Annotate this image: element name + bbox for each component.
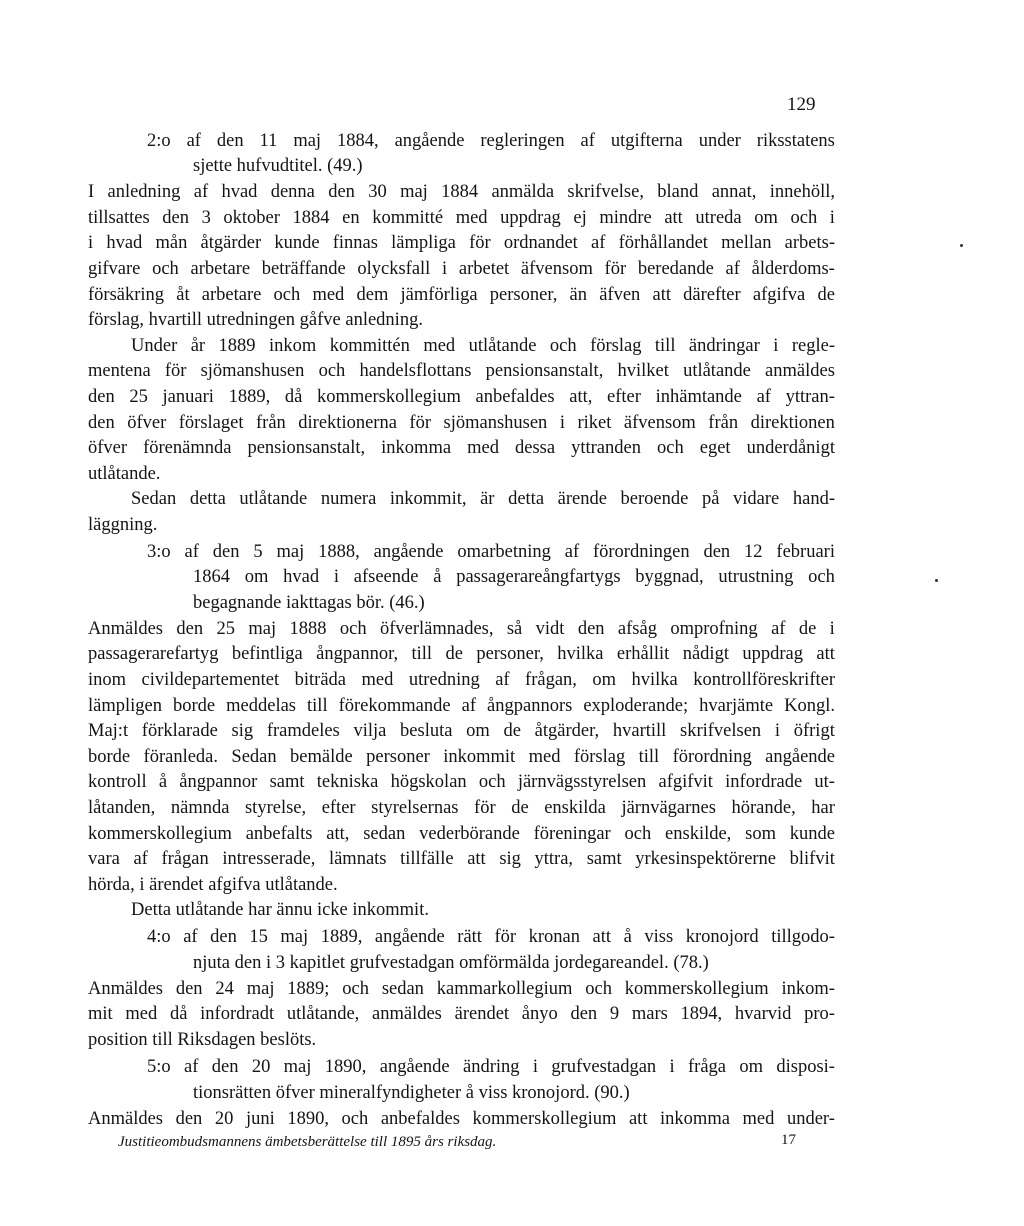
text-line: förslag, hvartill utredningen gåfve anledning. [88, 310, 423, 330]
text-line: Detta utlåtande har ännu icke inkommit. [131, 900, 429, 920]
text-line: Sedan detta utlåtande numera inkommit, är detta ärende beroende på vidare hand- [131, 489, 835, 509]
text-line: Under år 1889 inkom kommittén med utlåtande och förslag till ändringar i regle- [131, 336, 835, 356]
text-line: den 25 januari 1889, då kommerskollegium anbefaldes att, efter inhämtande af yttran- [88, 387, 835, 407]
text-line: i hvad mån åtgärder kunde finnas lämpliga för ordnandet af förhållandet mellan arbets- [88, 233, 835, 253]
text-line: öfver förenämnda pensionsanstalt, inkomma med dessa yttranden och eget underdånigt [88, 438, 835, 458]
text-line: gifvare och arbetare beträffande olycksfall i arbetet äfvensom för beredande af ålderdoms- [88, 259, 835, 279]
text-line: 3:o af den 5 maj 1888, angående omarbetning af förordningen den 12 februari [147, 542, 835, 562]
text-line: Anmäldes den 20 juni 1890, och anbefaldes kommerskollegium att inkomma med under- [88, 1109, 835, 1129]
text-line: tillsattes den 3 oktober 1884 en kommitté med uppdrag ej mindre att utreda om och i [88, 208, 835, 228]
text-line: 2:o af den 11 maj 1884, angående regleringen af utgifterna under riksstatens [147, 131, 835, 151]
text-line: sjette hufvudtitel. (49.) [193, 156, 363, 176]
text-line: lämpligen borde meddelas till förekommande af ångpannors exploderande; hvarjämte Kongl. [88, 696, 835, 716]
text-line: 4:o af den 15 maj 1889, angående rätt för kronan att å viss kronojord tillgodo- [147, 927, 835, 947]
footer-title: Justitieombudsmannens ämbetsberättelse till 1895 års riksdag. [118, 1134, 497, 1150]
text-line: kommerskollegium anbefalts att, sedan vederbörande föreningar och enskilde, som kunde [88, 824, 835, 844]
speck [935, 579, 938, 582]
text-line: Maj:t förklarade sig framdeles vilja besluta om de åtgärder, hvartill skrifvelsen i öfrigt [88, 721, 835, 741]
speck [960, 244, 963, 247]
text-line: Anmäldes den 25 maj 1888 och öfverlämnades, så vidt den afsåg omprofning af de i [88, 619, 835, 639]
text-line: hörda, i ärendet afgifva utlåtande. [88, 875, 338, 895]
text-line: passagerarefartyg befintliga ångpannor, till de personer, hvilka erhållit nådigt uppdrag att [88, 644, 835, 664]
text-line: läggning. [88, 515, 158, 535]
text-line: försäkring åt arbetare och med dem jämförliga personer, än äfven att därefter afgifva de [88, 285, 835, 305]
page-number: 129 [787, 94, 816, 115]
text-line: utlåtande. [88, 464, 161, 484]
text-line: inom civildepartementet biträda med utredning af frågan, om hvilka kontrollföreskrifter [88, 670, 835, 690]
text-line: låtanden, nämnda styrelse, efter styrelsernas för de enskilda järnvägarnes hörande, har [88, 798, 835, 818]
text-line: Anmäldes den 24 maj 1889; och sedan kammarkollegium och kommerskollegium inkom- [88, 979, 835, 999]
text-line: vara af frågan intresserade, lämnats tillfälle att sig yttra, samt yrkesinspektörerne blifvit [88, 849, 835, 869]
text-line: kontroll å ångpannor samt tekniska högskolan och järnvägsstyrelsen afgifvit infordrade ut- [88, 772, 835, 792]
text-line: mentena för sjömanshusen och handelsflottans pensionsanstalt, hvilket utlåtande anmäldes [88, 361, 835, 381]
text-line: mit med då infordradt utlåtande, anmäldes ärendet ånyo den 9 mars 1894, hvarvid pro- [88, 1004, 835, 1024]
text-line: tionsrätten öfver mineralfyndigheter å viss kronojord. (90.) [193, 1083, 630, 1103]
text-line: I anledning af hvad denna den 30 maj 1884 anmälda skrifvelse, bland annat, innehöll, [88, 182, 835, 202]
text-line: begagnande iakttagas bör. (46.) [193, 593, 425, 613]
text-line: njuta den i 3 kapitlet grufvestadgan omförmälda jordegareandel. (78.) [193, 953, 709, 973]
text-line: 5:o af den 20 maj 1890, angående ändring i grufvestadgan i fråga om disposi- [147, 1057, 835, 1077]
text-line: 1864 om hvad i afseende å passagerareångfartygs byggnad, utrustning och [193, 567, 835, 587]
text-line: position till Riksdagen beslöts. [88, 1030, 317, 1050]
text-line: den öfver förslaget från direktionerna för sjömanshusen i riket äfvensom från direktionen [88, 413, 835, 433]
sheet-number: 17 [781, 1132, 796, 1148]
text-line: borde föranleda. Sedan bemälde personer inkommit med förslag till förordning angående [88, 747, 835, 767]
